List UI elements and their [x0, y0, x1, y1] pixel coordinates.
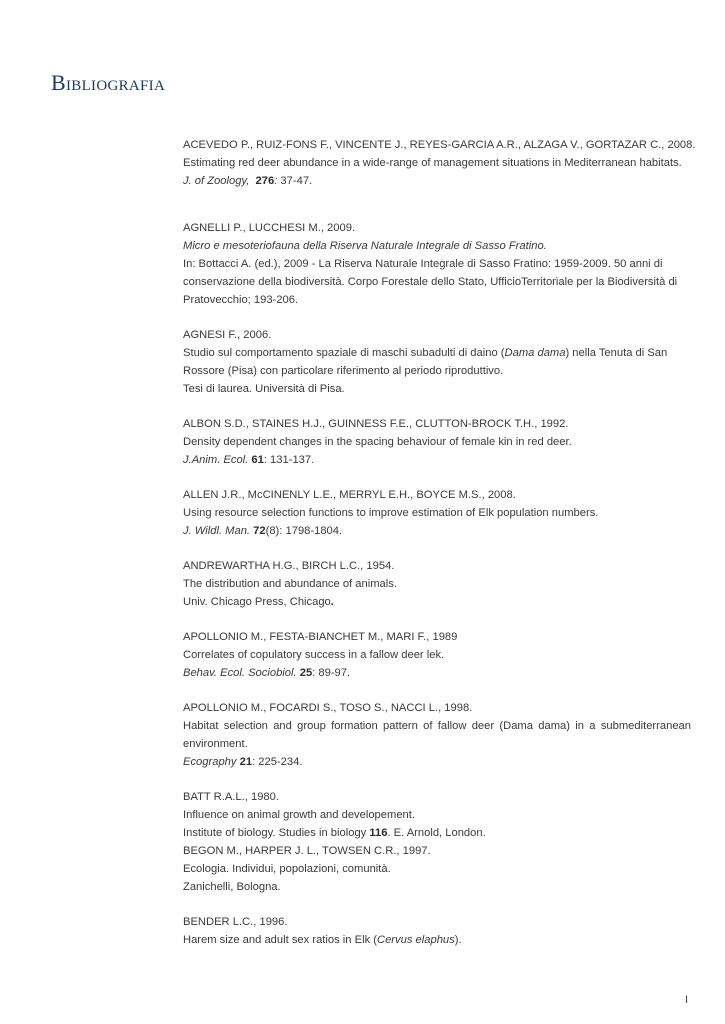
- reference-title: [183, 931, 691, 949]
- reference-title: environment.: [183, 738, 248, 750]
- reference-entry: [183, 842, 691, 896]
- reference-entry: [183, 913, 691, 949]
- page-number: I: [684, 994, 688, 1006]
- reference-citation: [183, 522, 691, 540]
- reference-authors: ALLEN J.R., McCINENLY L.E., MERRYL E.H., BOYCE M.S., 2008.: [183, 489, 516, 501]
- reference-title: Habitat selection and group formation pattern of fallow deer (Dama dama) in a submediterranean: [183, 720, 691, 732]
- reference-journal: J.Anim. Ecol.: [183, 454, 249, 466]
- reference-title: Influence on animal growth and developement.: [183, 809, 415, 821]
- reference-title: Ecologia. Individui, popolazioni, comunità.: [183, 863, 391, 875]
- reference-entry: [183, 486, 691, 540]
- reference-authors: ALBON S.D., STAINES H.J., GUINNESS F.E., CLUTTON-BROCK T.H., 1992.: [183, 418, 569, 430]
- reference-entry: [183, 628, 691, 682]
- reference-species: Cervus elaphus: [377, 934, 455, 946]
- reference-title: Using resource selection functions to improve estimation of Elk population numbers.: [183, 507, 599, 519]
- reference-source: Tesi di laurea. Università di Pisa.: [183, 383, 345, 395]
- reference-volume: 21: [239, 756, 253, 768]
- reference-authors: AGNELLI P., LUCCHESI M., 2009.: [183, 222, 356, 234]
- reference-pages: : 225-234.: [252, 756, 303, 768]
- reference-entry: [183, 788, 691, 842]
- reference-source: Zanichelli, Bologna.: [183, 881, 281, 893]
- reference-entry: [183, 699, 691, 771]
- reference-entry: [183, 557, 691, 611]
- reference-authors: APOLLONIO M., FESTA-BIANCHET M., MARI F., 1989: [183, 631, 458, 643]
- reference-authors: ANDREWARTHA H.G., BIRCH L.C., 1954.: [183, 560, 395, 572]
- reference-title-text: Studio sul comportamento spaziale di maschi subadulti di daino (: [183, 347, 505, 359]
- reference-title-text: Micro e mesoteriofauna della Riserva Naturale Integrale di Sasso Fratino.: [183, 240, 547, 252]
- reference-title: [183, 344, 691, 362]
- reference-volume: 276: [255, 175, 275, 187]
- reference-entry: [183, 326, 691, 398]
- reference-species: Dama dama: [504, 347, 566, 359]
- reference-source: In: Bottacci A. (ed.), 2009 - La Riserva Naturale Integrale di Sasso Fratino: 1959-2009. 50 anni di: [183, 258, 663, 270]
- reference-title: Estimating red deer abundance in a wide-range of management situations in Mediterranean habitats.: [183, 157, 682, 169]
- reference-title-text: ) nella Tenuta di San: [565, 347, 668, 359]
- reference-title: Density dependent changes in the spacing behaviour of female kin in red deer.: [183, 436, 572, 448]
- reference-title: The distribution and abundance of animals.: [183, 578, 397, 590]
- reference-volume: 116: [369, 827, 388, 839]
- reference-authors: ACEVEDO P., RUIZ-FONS F., VINCENTE J., REYES-GARCIA A.R., ALZAGA V., GORTAZAR C., 2008.: [183, 139, 696, 151]
- reference-pages: (8): 1798-1804.: [265, 525, 343, 537]
- reference-source: conservazione della biodiversità. Corpo Forestale dello Stato, UfficioTerritoriale per la Biodiversità di: [183, 276, 678, 288]
- reference-authors: APOLLONIO M., FOCARDI S., TOSO S., NACCI L., 1998.: [183, 702, 473, 714]
- reference-title: Correlates of copulatory success in a fallow deer lek.: [183, 649, 445, 661]
- reference-authors: BATT R.A.L., 1980.: [183, 791, 279, 803]
- reference-citation: [183, 172, 691, 190]
- reference-source: Pratovecchio; 193-206.: [183, 294, 299, 306]
- reference-authors: AGNESI F., 2006.: [183, 329, 272, 341]
- reference-title: [183, 237, 691, 255]
- reference-journal: Ecography: [183, 756, 237, 768]
- reference-pages: : 89-97.: [312, 667, 351, 679]
- reference-title-text: ).: [454, 934, 462, 946]
- reference-volume: 25: [299, 667, 313, 679]
- reference-title-text: Harem size and adult sex ratios in Elk (: [183, 934, 377, 946]
- reference-separator: :: [274, 175, 278, 187]
- reference-publisher: . E. Arnold, London.: [387, 827, 486, 839]
- reference-authors: BENDER L.C., 1996.: [183, 916, 288, 928]
- reference-journal: J. Wildl. Man.: [183, 525, 251, 537]
- reference-pages: 37-47.: [277, 175, 313, 187]
- reference-authors: BEGON M., HARPER J. L., TOWSEN C.R., 1997.: [183, 845, 431, 857]
- page-title: Bibliografia: [51, 70, 166, 95]
- reference-end-mark: .: [330, 596, 334, 608]
- reference-title: Rossore (Pisa) con particolare riferimento al periodo riproduttivo.: [183, 365, 504, 377]
- reference-entry: [183, 415, 691, 469]
- reference-source: [183, 824, 691, 842]
- reference-source: [183, 593, 691, 611]
- reference-pages: : 131-137.: [263, 454, 315, 466]
- reference-journal: Behav. Ecol. Sociobiol.: [183, 667, 297, 679]
- reference-journal: J. of Zoology,: [183, 175, 250, 187]
- reference-citation: [183, 451, 691, 469]
- reference-volume: 61: [251, 454, 264, 466]
- reference-volume: 72: [253, 525, 266, 537]
- reference-entry: [183, 219, 691, 309]
- reference-citation: [183, 753, 691, 771]
- bibliography-list: [183, 136, 696, 949]
- reference-entry: [183, 136, 696, 190]
- reference-series: Institute of biology. Studies in biology: [183, 827, 370, 839]
- reference-publisher: Univ. Chicago Press, Chicago: [183, 596, 331, 608]
- reference-citation: [183, 664, 691, 682]
